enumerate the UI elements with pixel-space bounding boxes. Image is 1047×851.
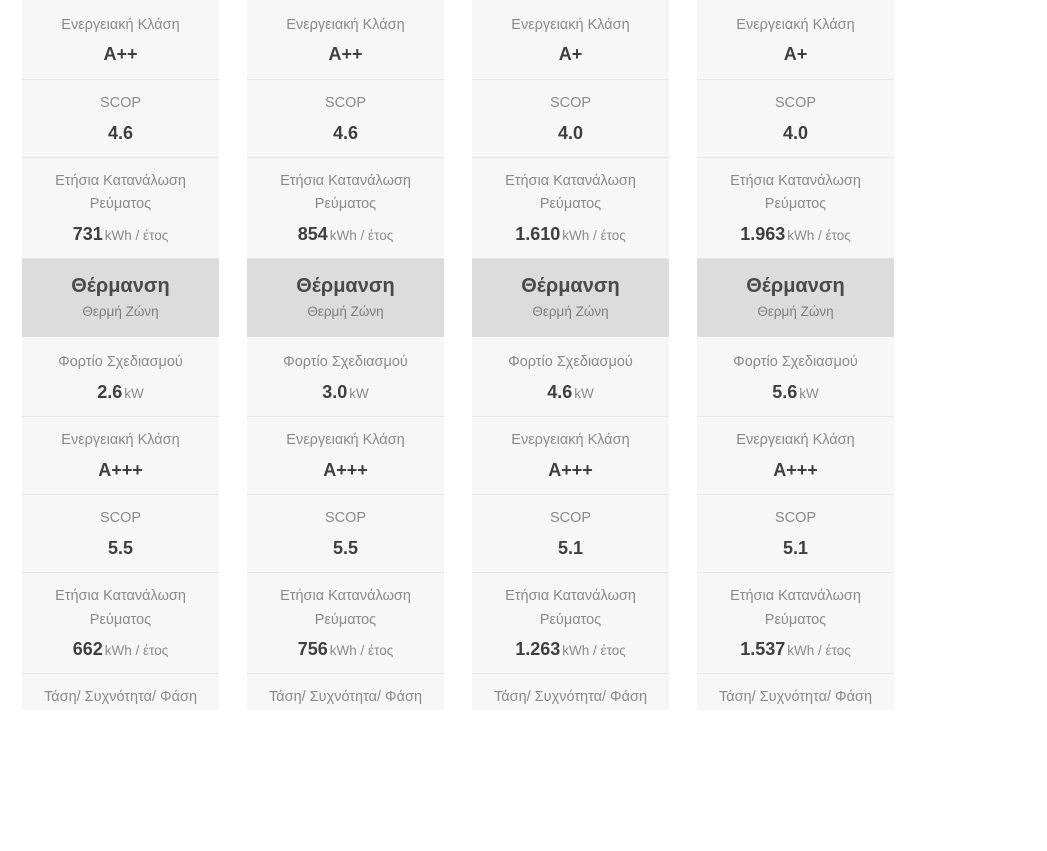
spec-label xyxy=(480,585,661,631)
spec-value xyxy=(480,639,661,661)
spec-value xyxy=(705,224,886,246)
spec-value xyxy=(705,639,886,661)
spec-label: SCOP xyxy=(324,95,367,112)
section-title: Θέρμανση xyxy=(71,275,170,298)
product-column xyxy=(697,0,894,710)
spec-voltage xyxy=(247,674,444,709)
spec-scop-bottom xyxy=(22,495,219,573)
spec-value: A+++ xyxy=(323,459,368,480)
spec-label: Ενεργειακή Κλάση xyxy=(736,17,855,33)
spec-unit: kWh / έτος xyxy=(329,227,394,243)
spec-value xyxy=(30,224,211,246)
product-column xyxy=(22,0,219,710)
spec-value: A+ xyxy=(783,44,808,65)
section-header-heating xyxy=(472,259,669,337)
spec-label xyxy=(480,170,661,216)
spec-unit: kW xyxy=(574,385,594,401)
spec-value: 5.1 xyxy=(557,537,584,558)
spec-label xyxy=(30,170,211,216)
spec-scop-bottom xyxy=(247,495,444,573)
spec-value: A+++ xyxy=(548,459,593,480)
spec-value xyxy=(255,224,436,246)
spec-label: SCOP xyxy=(324,510,367,527)
spec-value: A+ xyxy=(558,44,583,65)
spec-label xyxy=(705,170,886,216)
spec-voltage xyxy=(697,674,894,709)
spec-label: SCOP xyxy=(549,510,592,527)
spec-label xyxy=(255,585,436,631)
spec-label-line2: Ρεύματος xyxy=(314,611,377,628)
spec-label: SCOP xyxy=(99,95,142,112)
spec-number: 731 xyxy=(72,223,103,244)
section-subtitle: Θερμή Ζώνη xyxy=(307,304,384,320)
section-subtitle: Θερμή Ζώνη xyxy=(82,304,159,320)
spec-unit: kWh / έτος xyxy=(329,642,394,658)
spec-label: Τάση/ Συχνότητα/ Φάση xyxy=(43,689,198,706)
spec-number: 4.6 xyxy=(547,381,573,402)
spec-annual-consumption-bottom xyxy=(247,573,444,674)
spec-energy-class-top xyxy=(697,0,894,80)
spec-unit: kWh / έτος xyxy=(562,227,626,243)
spec-energy-class-bottom xyxy=(472,417,669,495)
spec-label-line1: Ετήσια Κατανάλωση xyxy=(730,588,861,605)
spec-value: 5.5 xyxy=(332,537,359,558)
spec-label: Ενεργειακή Κλάση xyxy=(511,17,630,33)
product-column xyxy=(472,0,669,710)
spec-label-line2: Ρεύματος xyxy=(764,611,827,628)
spec-label: Τάση/ Συχνότητα/ Φάση xyxy=(268,689,423,706)
spec-label-line1: Ετήσια Κατανάλωση xyxy=(505,588,636,605)
spec-scop-bottom xyxy=(472,495,669,573)
spec-energy-class-top xyxy=(247,0,444,80)
spec-annual-consumption-top xyxy=(472,158,669,259)
spec-scop-top xyxy=(697,80,894,158)
spec-number: 662 xyxy=(72,638,103,659)
spec-number: 1.610 xyxy=(515,223,561,244)
spec-design-load xyxy=(472,337,669,417)
spec-value: 5.1 xyxy=(782,537,809,558)
spec-energy-class-bottom xyxy=(697,417,894,495)
spec-label-line1: Ετήσια Κατανάλωση xyxy=(505,173,636,190)
spec-number: 3.0 xyxy=(322,381,348,402)
spec-value: 4.6 xyxy=(107,122,134,143)
spec-value xyxy=(30,639,211,661)
spec-label: Ενεργειακή Κλάση xyxy=(286,432,405,449)
spec-energy-class-bottom xyxy=(247,417,444,495)
section-header-heating xyxy=(697,259,894,337)
spec-value xyxy=(255,639,436,661)
spec-label: SCOP xyxy=(774,95,817,112)
section-title: Θέρμανση xyxy=(521,275,620,298)
spec-label-line2: Ρεύματος xyxy=(89,196,152,213)
spec-annual-consumption-top xyxy=(697,158,894,259)
spec-value xyxy=(30,382,211,404)
spec-label-line1: Ετήσια Κατανάλωση xyxy=(730,173,861,190)
spec-annual-consumption-bottom xyxy=(697,573,894,674)
spec-value xyxy=(255,382,436,404)
spec-number: 854 xyxy=(297,223,328,244)
spec-label xyxy=(30,585,211,631)
spec-label: Ενεργειακή Κλάση xyxy=(61,432,180,449)
spec-label: Φορτίο Σχεδιασμού xyxy=(508,354,633,371)
spec-label-line2: Ρεύματος xyxy=(764,196,827,213)
spec-label: Ενεργειακή Κλάση xyxy=(286,17,405,33)
spec-value: 5.5 xyxy=(107,537,134,558)
spec-annual-consumption-bottom xyxy=(472,573,669,674)
spec-label: Φορτίο Σχεδιασμού xyxy=(733,354,858,371)
spec-value: A++ xyxy=(328,44,363,65)
spec-unit: kWh / έτος xyxy=(104,227,169,243)
spec-label-line2: Ρεύματος xyxy=(539,196,602,213)
spec-label-line1: Ετήσια Κατανάλωση xyxy=(280,588,411,605)
spec-annual-consumption-bottom xyxy=(22,573,219,674)
spec-value: 4.0 xyxy=(782,122,809,143)
spec-value: A+++ xyxy=(773,459,818,480)
section-header-heating xyxy=(247,259,444,337)
spec-energy-class-top xyxy=(22,0,219,80)
spec-scop-bottom xyxy=(697,495,894,573)
spec-scop-top xyxy=(472,80,669,158)
spec-number: 5.6 xyxy=(772,381,798,402)
spec-design-load xyxy=(697,337,894,417)
spec-unit: kWh / έτος xyxy=(104,642,169,658)
spec-unit: kWh / έτος xyxy=(787,642,851,658)
spec-label: SCOP xyxy=(774,510,817,527)
section-subtitle: Θερμή Ζώνη xyxy=(757,304,834,320)
spec-design-load xyxy=(22,337,219,417)
spec-label: Τάση/ Συχνότητα/ Φάση xyxy=(718,689,873,706)
section-title: Θέρμανση xyxy=(296,275,395,298)
spec-number: 2.6 xyxy=(97,381,123,402)
section-title: Θέρμανση xyxy=(746,275,845,298)
spec-value: 4.0 xyxy=(557,122,584,143)
spec-voltage xyxy=(472,674,669,709)
spec-number: 1.537 xyxy=(740,638,786,659)
spec-energy-class-bottom xyxy=(22,417,219,495)
spec-value xyxy=(705,382,886,404)
spec-label: SCOP xyxy=(99,510,142,527)
spec-label xyxy=(255,170,436,216)
spec-label: Φορτίο Σχεδιασμού xyxy=(58,354,183,371)
spec-label-line1: Ετήσια Κατανάλωση xyxy=(55,588,186,605)
spec-scop-top xyxy=(247,80,444,158)
spec-value xyxy=(480,382,661,404)
spec-label: Τάση/ Συχνότητα/ Φάση xyxy=(493,689,648,706)
spec-value: 4.6 xyxy=(332,122,359,143)
section-header-heating xyxy=(22,259,219,337)
spec-unit: kW xyxy=(124,385,144,401)
spec-label xyxy=(705,585,886,631)
spec-energy-class-top xyxy=(472,0,669,80)
spec-label: Φορτίο Σχεδιασμού xyxy=(283,354,408,371)
spec-voltage xyxy=(22,674,219,709)
spec-number: 1.263 xyxy=(515,638,561,659)
spec-number: 1.963 xyxy=(740,223,786,244)
spec-annual-consumption-top xyxy=(22,158,219,259)
spec-label-line2: Ρεύματος xyxy=(539,611,602,628)
spec-value: A+++ xyxy=(98,459,143,480)
section-subtitle: Θερμή Ζώνη xyxy=(532,304,609,320)
spec-design-load xyxy=(247,337,444,417)
spec-label: Ενεργειακή Κλάση xyxy=(61,17,180,33)
product-column xyxy=(247,0,444,710)
spec-value: A++ xyxy=(103,44,138,65)
spec-unit: kWh / έτος xyxy=(562,642,626,658)
spec-annual-consumption-top xyxy=(247,158,444,259)
spec-unit: kW xyxy=(349,385,369,401)
spec-label: SCOP xyxy=(549,95,592,112)
spec-label-line1: Ετήσια Κατανάλωση xyxy=(55,173,186,190)
spec-label-line1: Ετήσια Κατανάλωση xyxy=(280,173,411,190)
spec-label: Ενεργειακή Κλάση xyxy=(736,432,855,449)
spec-label: Ενεργειακή Κλάση xyxy=(511,432,630,449)
spec-label-line2: Ρεύματος xyxy=(89,611,152,628)
spec-scop-top xyxy=(22,80,219,158)
spec-unit: kWh / έτος xyxy=(787,227,851,243)
spec-value xyxy=(480,224,661,246)
spec-label-line2: Ρεύματος xyxy=(314,196,377,213)
spec-number: 756 xyxy=(297,638,328,659)
spec-unit: kW xyxy=(799,385,819,401)
